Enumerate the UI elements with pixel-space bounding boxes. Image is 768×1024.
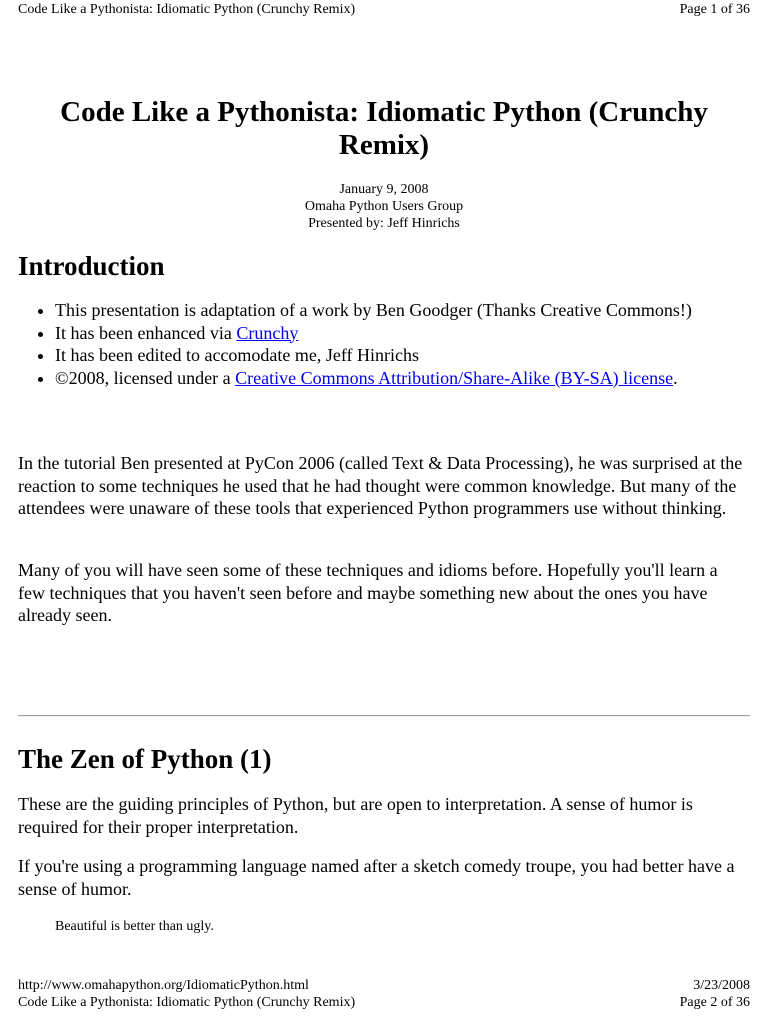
title-meta <box>18 181 750 232</box>
presenter-line: Presented by: Jeff Hinrichs <box>308 216 460 231</box>
print-footer-left <box>18 977 355 1011</box>
zen-paragraph-principles: These are the guiding principles of Python, but are open to interpretation. A sense of humor is required for their proper interpretation. <box>18 794 693 837</box>
bullet-text-end: . <box>673 367 678 388</box>
license-link[interactable]: Creative Commons Attribution/Share-Alike (BY-SA) license <box>235 367 674 388</box>
bullet-text: This presentation is adaptation of a work by Ben Goodger (Thanks Creative Commons!) <box>55 300 692 320</box>
footer-url: http://www.omahapython.org/IdiomaticPython.html <box>18 978 309 993</box>
zen-heading: The Zen of Python (1) <box>18 744 272 774</box>
list-item <box>55 299 715 322</box>
intro-paragraph-techniques: Many of you will have seen some of these techniques and idioms before. Hopefully you'll learn a few techniques that you haven't seen before and maybe something new about the ones you have already seen. <box>18 560 718 625</box>
bullet-text: It has been edited to accomodate me, Jeff Hinrichs <box>55 345 420 365</box>
presentation-date: January 9, 2008 <box>339 182 429 197</box>
section-divider <box>18 715 750 717</box>
list-item <box>55 367 715 390</box>
intro-paragraph-tutorial: In the tutorial Ben presented at PyCon 2006 (called Text & Data Processing), he was surprised at the reaction to some techniques he used that he had thought were common knowledge. But many of the attendees were unaware of these tools that experienced Python programmers use without thinking. <box>18 453 743 518</box>
bullet-text: ©2008, licensed under a <box>55 367 236 388</box>
crunchy-link[interactable]: Crunchy <box>236 322 299 343</box>
bullet-text: It has been enhanced via <box>55 322 237 343</box>
footer-title: Code Like a Pythonista: Idiomatic Python (Crunchy Remix) <box>18 995 356 1010</box>
zen-paragraph-humor: If you're using a programming language named after a sketch comedy troupe, you had better have a sense of humor. <box>18 856 735 899</box>
user-group-name: Omaha Python Users Group <box>304 199 464 214</box>
print-header-page-number: Page 1 of 36 <box>679 2 750 17</box>
print-header-title: Code Like a Pythonista: Idiomatic Python (Crunchy Remix) <box>18 2 356 17</box>
zen-quote-line: Beautiful is better than ugly. <box>55 919 214 934</box>
introduction-heading: Introduction <box>18 251 165 281</box>
list-item <box>55 322 715 345</box>
footer-page-number: Page 2 of 36 <box>679 995 750 1010</box>
document-title: Code Like a Pythonista: Idiomatic Python (Crunchy Remix) <box>60 96 708 161</box>
footer-date: 3/23/2008 <box>693 978 750 993</box>
print-footer-right <box>680 977 750 1011</box>
introduction-bullet-list <box>36 299 715 389</box>
list-item <box>55 344 715 367</box>
